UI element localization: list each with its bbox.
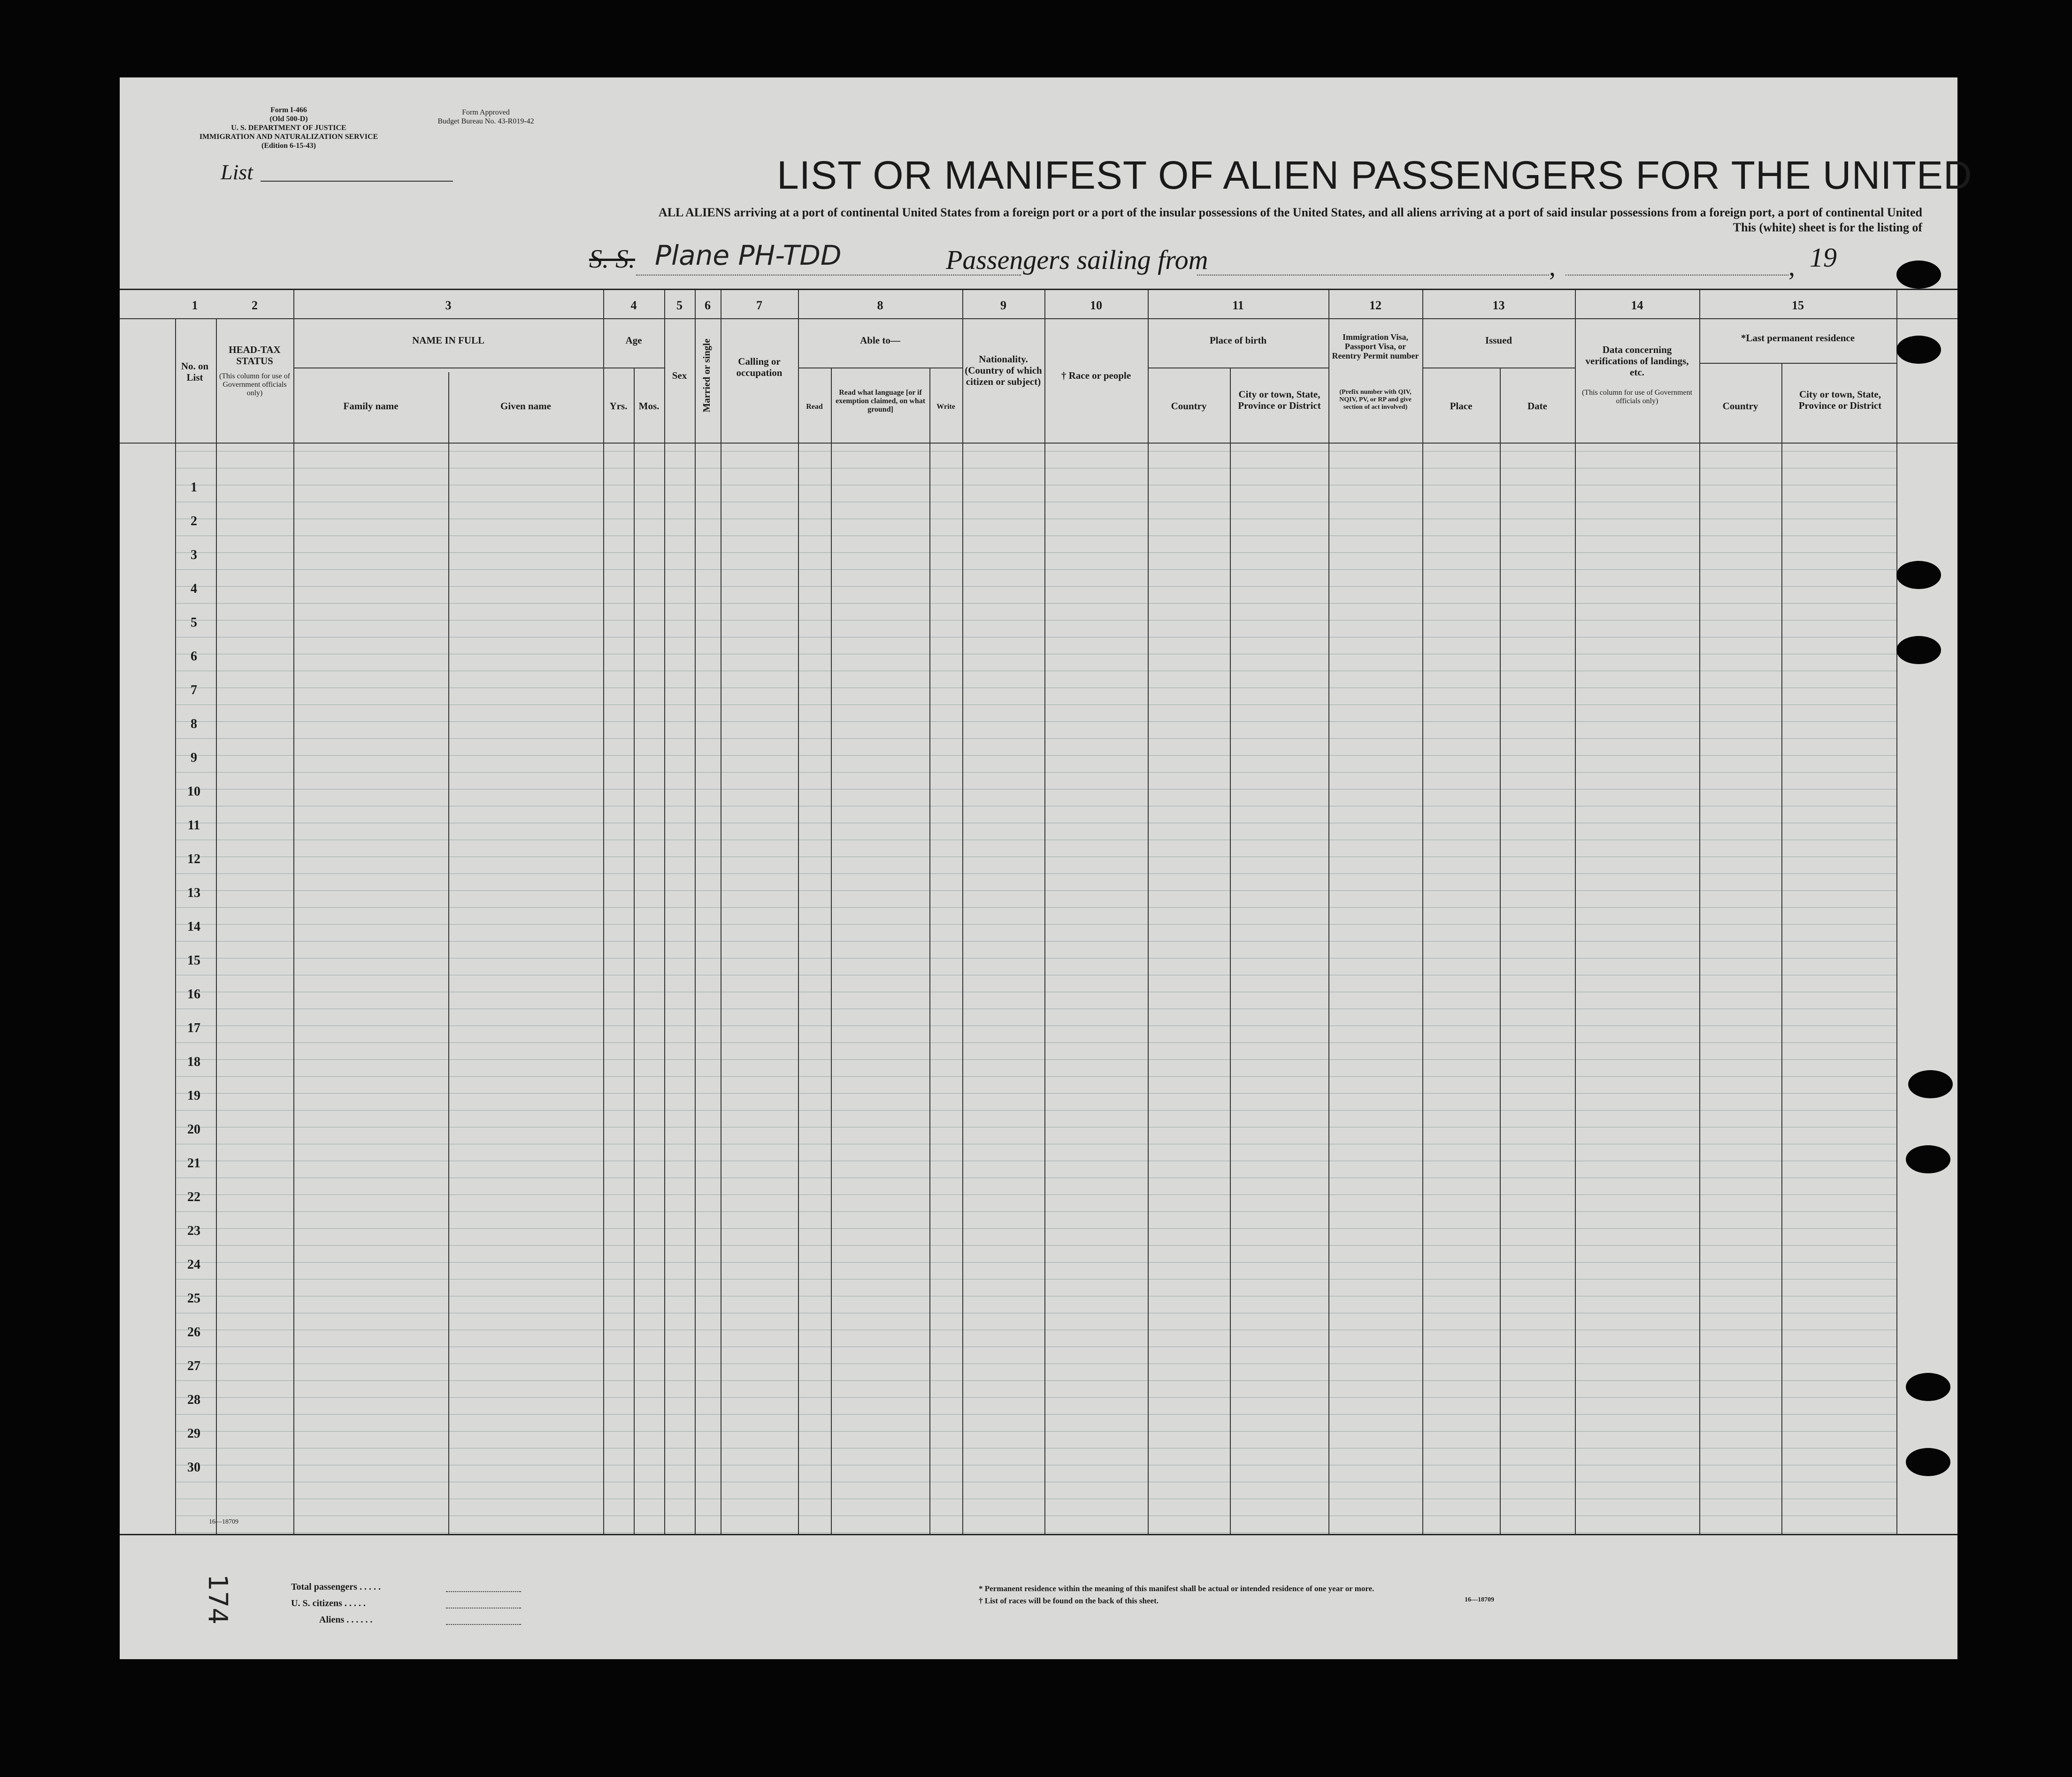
col-num-6: 6	[705, 299, 711, 312]
row-number: 28	[187, 1393, 200, 1407]
approved-text: Form Approved	[462, 108, 510, 116]
rule	[1044, 290, 1045, 1534]
header-write: Write	[936, 403, 955, 411]
header-mos: Mos.	[638, 400, 660, 412]
rule	[798, 290, 799, 1534]
list-label: List	[221, 160, 253, 184]
instructions-line-2: This (white) sheet is for the listing of	[1733, 221, 1922, 234]
ruled-line	[175, 1093, 1896, 1094]
rule	[1896, 290, 1897, 1534]
ruled-line	[175, 1228, 1896, 1229]
sailing-label: Passengers sailing from	[946, 245, 1208, 275]
col-num-11: 11	[1232, 299, 1244, 312]
footnote-code: 16—18709	[1465, 1596, 1494, 1603]
row-number: 10	[187, 784, 200, 799]
ruled-line	[175, 1431, 1896, 1432]
sailing-port-field[interactable]	[1197, 275, 1549, 276]
row-number: 5	[191, 615, 197, 630]
us-citizens-label: U. S. citizens . . . . .	[291, 1598, 366, 1608]
col-num-13: 13	[1492, 299, 1505, 312]
header-read-language: Read what language [or if exemption claimed, on what ground]	[835, 389, 926, 414]
edition: (Edition 6-15-43)	[261, 142, 316, 150]
rule	[1230, 368, 1231, 1534]
form-approval	[411, 108, 561, 126]
ruled-line	[175, 586, 1896, 587]
rule	[175, 318, 176, 1534]
row-number: 6	[191, 649, 197, 664]
header-race: † Race or people	[1061, 370, 1131, 381]
col-num-12: 12	[1369, 299, 1381, 312]
manifest-table	[120, 289, 1957, 1535]
rule	[634, 368, 635, 1534]
ruled-line	[175, 907, 1896, 908]
row-number: 26	[187, 1325, 200, 1340]
ruled-line	[175, 873, 1896, 874]
ruled-line	[175, 721, 1896, 722]
row-number: 13	[187, 886, 200, 900]
footnote-residence: * Permanent residence within the meaning of this manifest shall be actual or intended residence of one year or more.	[979, 1584, 1374, 1593]
ruled-line	[175, 1042, 1896, 1043]
ruled-line	[175, 1380, 1896, 1381]
header-calling: Calling or occupation	[736, 356, 783, 378]
col-num-2: 2	[252, 299, 258, 312]
header-birth-country: Country	[1171, 400, 1207, 412]
col-num-9: 9	[1000, 299, 1006, 312]
header-issued-date: Date	[1527, 400, 1547, 412]
row-number: 25	[187, 1291, 200, 1306]
header-birth-city: City or town, State, Province or District	[1238, 389, 1321, 411]
row-number: 22	[187, 1190, 200, 1204]
budget-number: Budget Bureau No. 43-R019-42	[437, 117, 534, 125]
footnote-races: † List of races will be found on the back of this sheet.	[979, 1596, 1159, 1605]
rule	[448, 372, 449, 1534]
row-number: 30	[187, 1460, 200, 1475]
header-age: Age	[625, 335, 642, 346]
col-num-1: 1	[192, 299, 198, 312]
row-number: 18	[187, 1055, 200, 1069]
col-num-10: 10	[1090, 299, 1102, 312]
row-number: 11	[187, 818, 200, 833]
ruled-line	[175, 755, 1896, 756]
ruled-line	[175, 738, 1896, 739]
col-num-15: 15	[1792, 299, 1804, 312]
comma-2: ,	[1788, 253, 1795, 282]
ruled-line	[175, 1245, 1896, 1246]
old-number: (Old 500-D)	[269, 115, 308, 123]
row-number: 29	[187, 1426, 200, 1441]
header-issued-place: Place	[1450, 400, 1473, 412]
rule	[293, 290, 294, 1534]
rule	[664, 290, 665, 1534]
service: IMMIGRATION AND NATURALIZATION SERVICE	[199, 133, 378, 141]
ruled-line	[175, 1076, 1896, 1077]
header-res-country: Country	[1722, 400, 1758, 412]
rule	[962, 290, 963, 1534]
row-number: 9	[191, 751, 197, 765]
header-sex: Sex	[672, 370, 687, 381]
col-num-7: 7	[756, 299, 762, 312]
row-number: 15	[187, 953, 200, 968]
rule	[831, 368, 832, 1534]
table-body	[120, 443, 1957, 1534]
form-number: Form I-466	[270, 106, 307, 114]
punch-hole	[1906, 1448, 1950, 1476]
header-nationality: Nationality. (Country of which citizen or subject)	[965, 353, 1042, 387]
comma-1: ,	[1549, 253, 1556, 282]
header-no-on-list: No. on List	[181, 360, 209, 383]
row-number: 14	[187, 919, 200, 934]
ruled-line	[175, 924, 1896, 925]
ruled-line	[175, 1414, 1896, 1415]
ruled-line	[175, 1110, 1896, 1111]
row-number: 21	[187, 1156, 200, 1171]
instructions	[476, 205, 1922, 235]
row-number: 4	[191, 582, 197, 596]
rule	[1575, 290, 1576, 1534]
header-married: Married or single	[701, 338, 712, 413]
year-prefix: 19	[1810, 242, 1837, 273]
ruled-line	[175, 1262, 1896, 1263]
ruled-line	[175, 552, 1896, 553]
ss-label: S. S.	[589, 245, 635, 274]
ruled-line	[175, 451, 1896, 452]
form-identifier	[190, 106, 387, 150]
header-issued: Issued	[1485, 335, 1512, 346]
vessel-handwritten: Plane PH-TDD	[655, 239, 842, 271]
total-passengers-label: Total passengers . . . . .	[291, 1582, 381, 1592]
ruled-line	[175, 1211, 1896, 1212]
row-number: 20	[187, 1122, 200, 1137]
header-family-name: Family name	[343, 400, 399, 412]
rule	[216, 318, 217, 1534]
ruled-line	[175, 1532, 1896, 1533]
column-headers	[120, 318, 1957, 444]
row-number: 2	[191, 514, 197, 529]
ruled-line	[175, 603, 1896, 604]
margin-note: 174	[202, 1574, 233, 1624]
ruled-line	[175, 1059, 1896, 1060]
department: U. S. DEPARTMENT OF JUSTICE	[231, 124, 346, 132]
col-num-5: 5	[676, 299, 683, 312]
total-passengers-field[interactable]	[446, 1591, 521, 1592]
row-number: 27	[187, 1359, 200, 1373]
row-number: 1	[191, 480, 197, 495]
header-name-in-full: NAME IN FULL	[412, 335, 484, 346]
row-number: 3	[191, 548, 197, 562]
ruled-line	[175, 941, 1896, 942]
residence-subline	[1699, 363, 1896, 364]
header-visa: Immigration Visa, Passport Visa, or Reentry Permit number	[1332, 332, 1419, 360]
punch-hole	[1906, 1145, 1950, 1173]
instructions-line-1: ALL ALIENS arriving at a port of continental United States from a foreign port or a port of the insular possessions of the United States, and all aliens arriving at a port of said insular possessions from a foreign port, a port of continental United	[658, 206, 1922, 219]
rule	[1699, 290, 1700, 1534]
header-data-concerning: Data concerning verifications of landings, etc.	[1585, 344, 1689, 378]
rule	[1500, 368, 1501, 1534]
row-number: 17	[187, 1021, 200, 1035]
ruled-line	[175, 1363, 1896, 1364]
col-num-3: 3	[445, 299, 452, 312]
form-code: 16—18709	[209, 1518, 238, 1525]
col-num-14: 14	[1631, 299, 1643, 312]
row-number: 12	[187, 852, 200, 866]
rule	[1422, 290, 1423, 1534]
header-yrs: Yrs.	[609, 400, 628, 412]
aliens-label: Aliens . . . . . .	[319, 1615, 373, 1625]
header-last-residence: *Last permanent residence	[1741, 332, 1855, 344]
header-head-tax-note: (This column for use of Government officials only)	[219, 372, 291, 397]
ruled-line	[175, 1397, 1896, 1398]
header-head-tax: HEAD-TAX STATUS	[229, 344, 281, 367]
header-able-to: Able to—	[860, 335, 900, 346]
header-place-of-birth: Place of birth	[1209, 335, 1267, 346]
page-title: LIST OR MANIFEST OF ALIEN PASSENGERS FOR THE UNITED	[777, 153, 1972, 197]
punch-hole	[1896, 336, 1941, 364]
rule	[1781, 363, 1782, 1534]
header-given-name: Given name	[500, 400, 551, 412]
col-num-4: 4	[630, 299, 637, 312]
header-read: Read	[806, 403, 823, 411]
col-num-8: 8	[877, 299, 883, 312]
list-field[interactable]	[261, 181, 453, 182]
row-number: 23	[187, 1224, 200, 1238]
row-number: 7	[191, 683, 197, 697]
punch-hole	[1896, 561, 1941, 589]
punch-hole	[1906, 1373, 1950, 1401]
punch-hole	[1896, 636, 1941, 664]
ruled-line	[175, 890, 1896, 891]
row-number: 24	[187, 1257, 200, 1272]
rule	[929, 368, 930, 1534]
manifest-sheet	[120, 77, 1972, 1659]
row-number: 8	[191, 717, 197, 731]
ruled-line	[175, 569, 1896, 570]
punch-hole	[1896, 260, 1941, 289]
row-number: 19	[187, 1088, 200, 1103]
rule	[603, 290, 604, 1534]
column-number-row	[120, 290, 1957, 319]
ruled-line	[175, 772, 1896, 773]
aliens-field[interactable]	[446, 1624, 521, 1625]
rule	[695, 290, 696, 1534]
rule	[1148, 290, 1149, 1534]
row-number: 16	[187, 987, 200, 1002]
header-visa-note: (Prefix number with QIV, NQIV, PV, or RP and give section of act involved)	[1339, 389, 1412, 411]
header-data-note: (This column for use of Government officials only)	[1581, 389, 1693, 405]
sailing-date-field[interactable]	[1566, 275, 1788, 276]
punch-hole	[1908, 1070, 1953, 1098]
rule	[1328, 290, 1329, 1534]
header-res-city: City or town, State, Province or District	[1798, 389, 1882, 411]
